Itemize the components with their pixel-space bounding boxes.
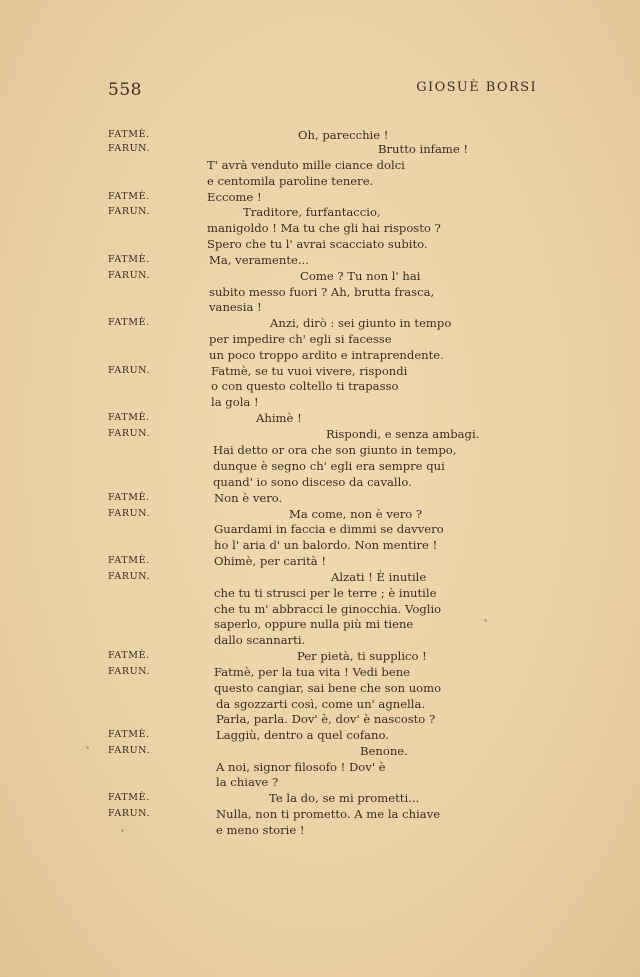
verse-text: o con questo coltello ti trapasso bbox=[211, 379, 399, 393]
verse-line bbox=[0, 378, 640, 394]
verse-line bbox=[0, 553, 640, 569]
verse-text: Ohimè, per carità ! bbox=[214, 554, 326, 568]
speaker-name: FARUN. bbox=[108, 571, 151, 582]
verse-line bbox=[0, 569, 640, 585]
running-head: GIOSUÈ BORSI bbox=[416, 80, 537, 95]
verse-line bbox=[0, 474, 640, 490]
verse-text: questo cangiar, sai bene che son uomo bbox=[214, 681, 442, 695]
verse-text: Come ? Tu non l' hai bbox=[300, 269, 421, 283]
speaker-name: FARUN. bbox=[108, 745, 151, 756]
verse-line bbox=[0, 648, 640, 664]
verse-line bbox=[0, 616, 640, 632]
verse-text: Fatmè, se tu vuoi vivere, rispondi bbox=[211, 364, 408, 378]
verse-text: A noi, signor filosofo ! Dov' è bbox=[216, 760, 386, 774]
verse-text: Non è vero. bbox=[214, 491, 283, 505]
paper-speck bbox=[86, 746, 89, 749]
paper-speck bbox=[121, 829, 124, 832]
verse-text: dallo scannarti. bbox=[214, 633, 306, 647]
verse-text: Spero che tu l' avrai scacciato subito. bbox=[207, 237, 428, 251]
verse-line bbox=[0, 743, 640, 759]
verse-text: T' avrà venduto mille ciance dolci bbox=[207, 158, 405, 172]
verse-text: vanesia ! bbox=[209, 300, 262, 314]
verse-text: Per pietà, ti supplico ! bbox=[297, 649, 427, 663]
verse-text: Benone. bbox=[360, 744, 408, 758]
verse-line bbox=[0, 363, 640, 379]
verse-line bbox=[0, 458, 640, 474]
verse-line bbox=[0, 806, 640, 822]
verse-line bbox=[0, 284, 640, 300]
speaker-name: FATMÈ. bbox=[108, 492, 150, 503]
verse-text: Brutto infame ! bbox=[378, 142, 469, 156]
verse-line bbox=[0, 157, 640, 173]
verse-line bbox=[0, 220, 640, 236]
verse-line bbox=[0, 299, 640, 315]
verse-line bbox=[0, 331, 640, 347]
verse-text: Ma come, non è vero ? bbox=[289, 507, 423, 521]
verse-line bbox=[0, 537, 640, 553]
verse-line bbox=[0, 822, 640, 838]
verse-line bbox=[0, 173, 640, 189]
page-number: 558 bbox=[108, 80, 142, 100]
verse-text: la gola ! bbox=[211, 395, 259, 409]
verse-text: per impedire ch' egli si facesse bbox=[209, 332, 392, 346]
speaker-name: FATMÈ. bbox=[108, 555, 150, 566]
verse-text: quand' io sono disceso da cavallo. bbox=[213, 475, 412, 489]
verse-text: Eccome ! bbox=[207, 190, 262, 204]
verse-text: manigoldo ! Ma tu che gli hai risposto ? bbox=[207, 221, 441, 235]
speaker-name: FATMÈ. bbox=[108, 191, 150, 202]
verse-line bbox=[0, 664, 640, 680]
verse-line bbox=[0, 601, 640, 617]
verse-line bbox=[0, 410, 640, 426]
verse-line bbox=[0, 490, 640, 506]
speaker-name: FARUN. bbox=[108, 808, 151, 819]
verse-text: Anzi, dirò : sei giunto in tempo bbox=[270, 316, 452, 330]
verse-text: Parla, parla. Dov' è, dov' è nascosto ? bbox=[216, 712, 436, 726]
speaker-name: FARUN. bbox=[108, 428, 151, 439]
paper-speck bbox=[484, 619, 487, 622]
verse-line bbox=[0, 268, 640, 284]
verse-text: da sgozzarti così, come un' agnella. bbox=[216, 697, 426, 711]
verse-text: Ahimè ! bbox=[256, 411, 302, 425]
speaker-name: FATMÈ. bbox=[108, 650, 150, 661]
verse-line bbox=[0, 394, 640, 410]
verse-text: e meno storie ! bbox=[216, 823, 305, 837]
verse-line bbox=[0, 680, 640, 696]
verse-text: Fatmè, per la tua vita ! Vedi bene bbox=[214, 665, 411, 679]
speaker-name: FATMÈ. bbox=[108, 792, 150, 803]
verse-line bbox=[0, 141, 640, 157]
verse-line bbox=[0, 696, 640, 712]
verse-line bbox=[0, 711, 640, 727]
verse-line bbox=[0, 347, 640, 363]
verse-text: Ma, veramente... bbox=[209, 253, 309, 267]
verse-text: ho l' aria d' un balordo. Non mentire ! bbox=[214, 538, 438, 552]
verse-text: che tu ti strusci per le terre ; è inutile bbox=[214, 586, 437, 600]
verse-text: Alzati ! È inutile bbox=[331, 570, 427, 584]
verse-text: Hai detto or ora che son giunto in tempo, bbox=[213, 443, 457, 457]
verse-text: che tu m' abbracci le ginocchia. Voglio bbox=[214, 602, 442, 616]
speaker-name: FARUN. bbox=[108, 206, 151, 217]
speaker-name: FARUN. bbox=[108, 508, 151, 519]
verse-line bbox=[0, 774, 640, 790]
verse-line bbox=[0, 585, 640, 601]
verse-text: Laggiù, dentro a quel cofano. bbox=[216, 728, 389, 742]
speaker-name: FATMÈ. bbox=[108, 412, 150, 423]
verse-line bbox=[0, 204, 640, 220]
verse-text: subito messo fuori ? Ah, brutta frasca, bbox=[209, 285, 435, 299]
verse-line bbox=[0, 521, 640, 537]
speaker-name: FATMÈ. bbox=[108, 129, 150, 140]
verse-text: saperlo, oppure nulla più mi tiene bbox=[214, 617, 414, 631]
verse-line bbox=[0, 315, 640, 331]
verse-line bbox=[0, 506, 640, 522]
speaker-name: FARUN. bbox=[108, 143, 151, 154]
verse-text: e centomila paroline tenere. bbox=[207, 174, 374, 188]
verse-text: Oh, parecchie ! bbox=[298, 128, 389, 142]
speaker-name: FATMÈ. bbox=[108, 729, 150, 740]
verse-text: un poco troppo ardito e intraprendente. bbox=[209, 348, 444, 362]
verse-text: Guardami in faccia e dimmi se davvero bbox=[214, 522, 444, 536]
verse-line bbox=[0, 727, 640, 743]
verse-text: la chiave ? bbox=[216, 775, 279, 789]
verse-line bbox=[0, 442, 640, 458]
verse-text: Nulla, non ti prometto. A me la chiave bbox=[216, 807, 441, 821]
verse-line bbox=[0, 252, 640, 268]
verse-line bbox=[0, 632, 640, 648]
verse-line bbox=[0, 759, 640, 775]
speaker-name: FARUN. bbox=[108, 666, 151, 677]
verse-line bbox=[0, 189, 640, 205]
verse-line bbox=[0, 426, 640, 442]
verse-line bbox=[0, 236, 640, 252]
speaker-name: FARUN. bbox=[108, 365, 151, 376]
verse-text: dunque è segno ch' egli era sempre qui bbox=[213, 459, 445, 473]
speaker-name: FATMÈ. bbox=[108, 254, 150, 265]
verse-text: Rispondi, e senza ambagi. bbox=[326, 427, 480, 441]
speaker-name: FARUN. bbox=[108, 270, 151, 281]
speaker-name: FATMÈ. bbox=[108, 317, 150, 328]
verse-line bbox=[0, 790, 640, 806]
verse-text: Te la do, se mi prometti... bbox=[269, 791, 420, 805]
verse-text: Traditore, furfantaccio, bbox=[243, 205, 381, 219]
